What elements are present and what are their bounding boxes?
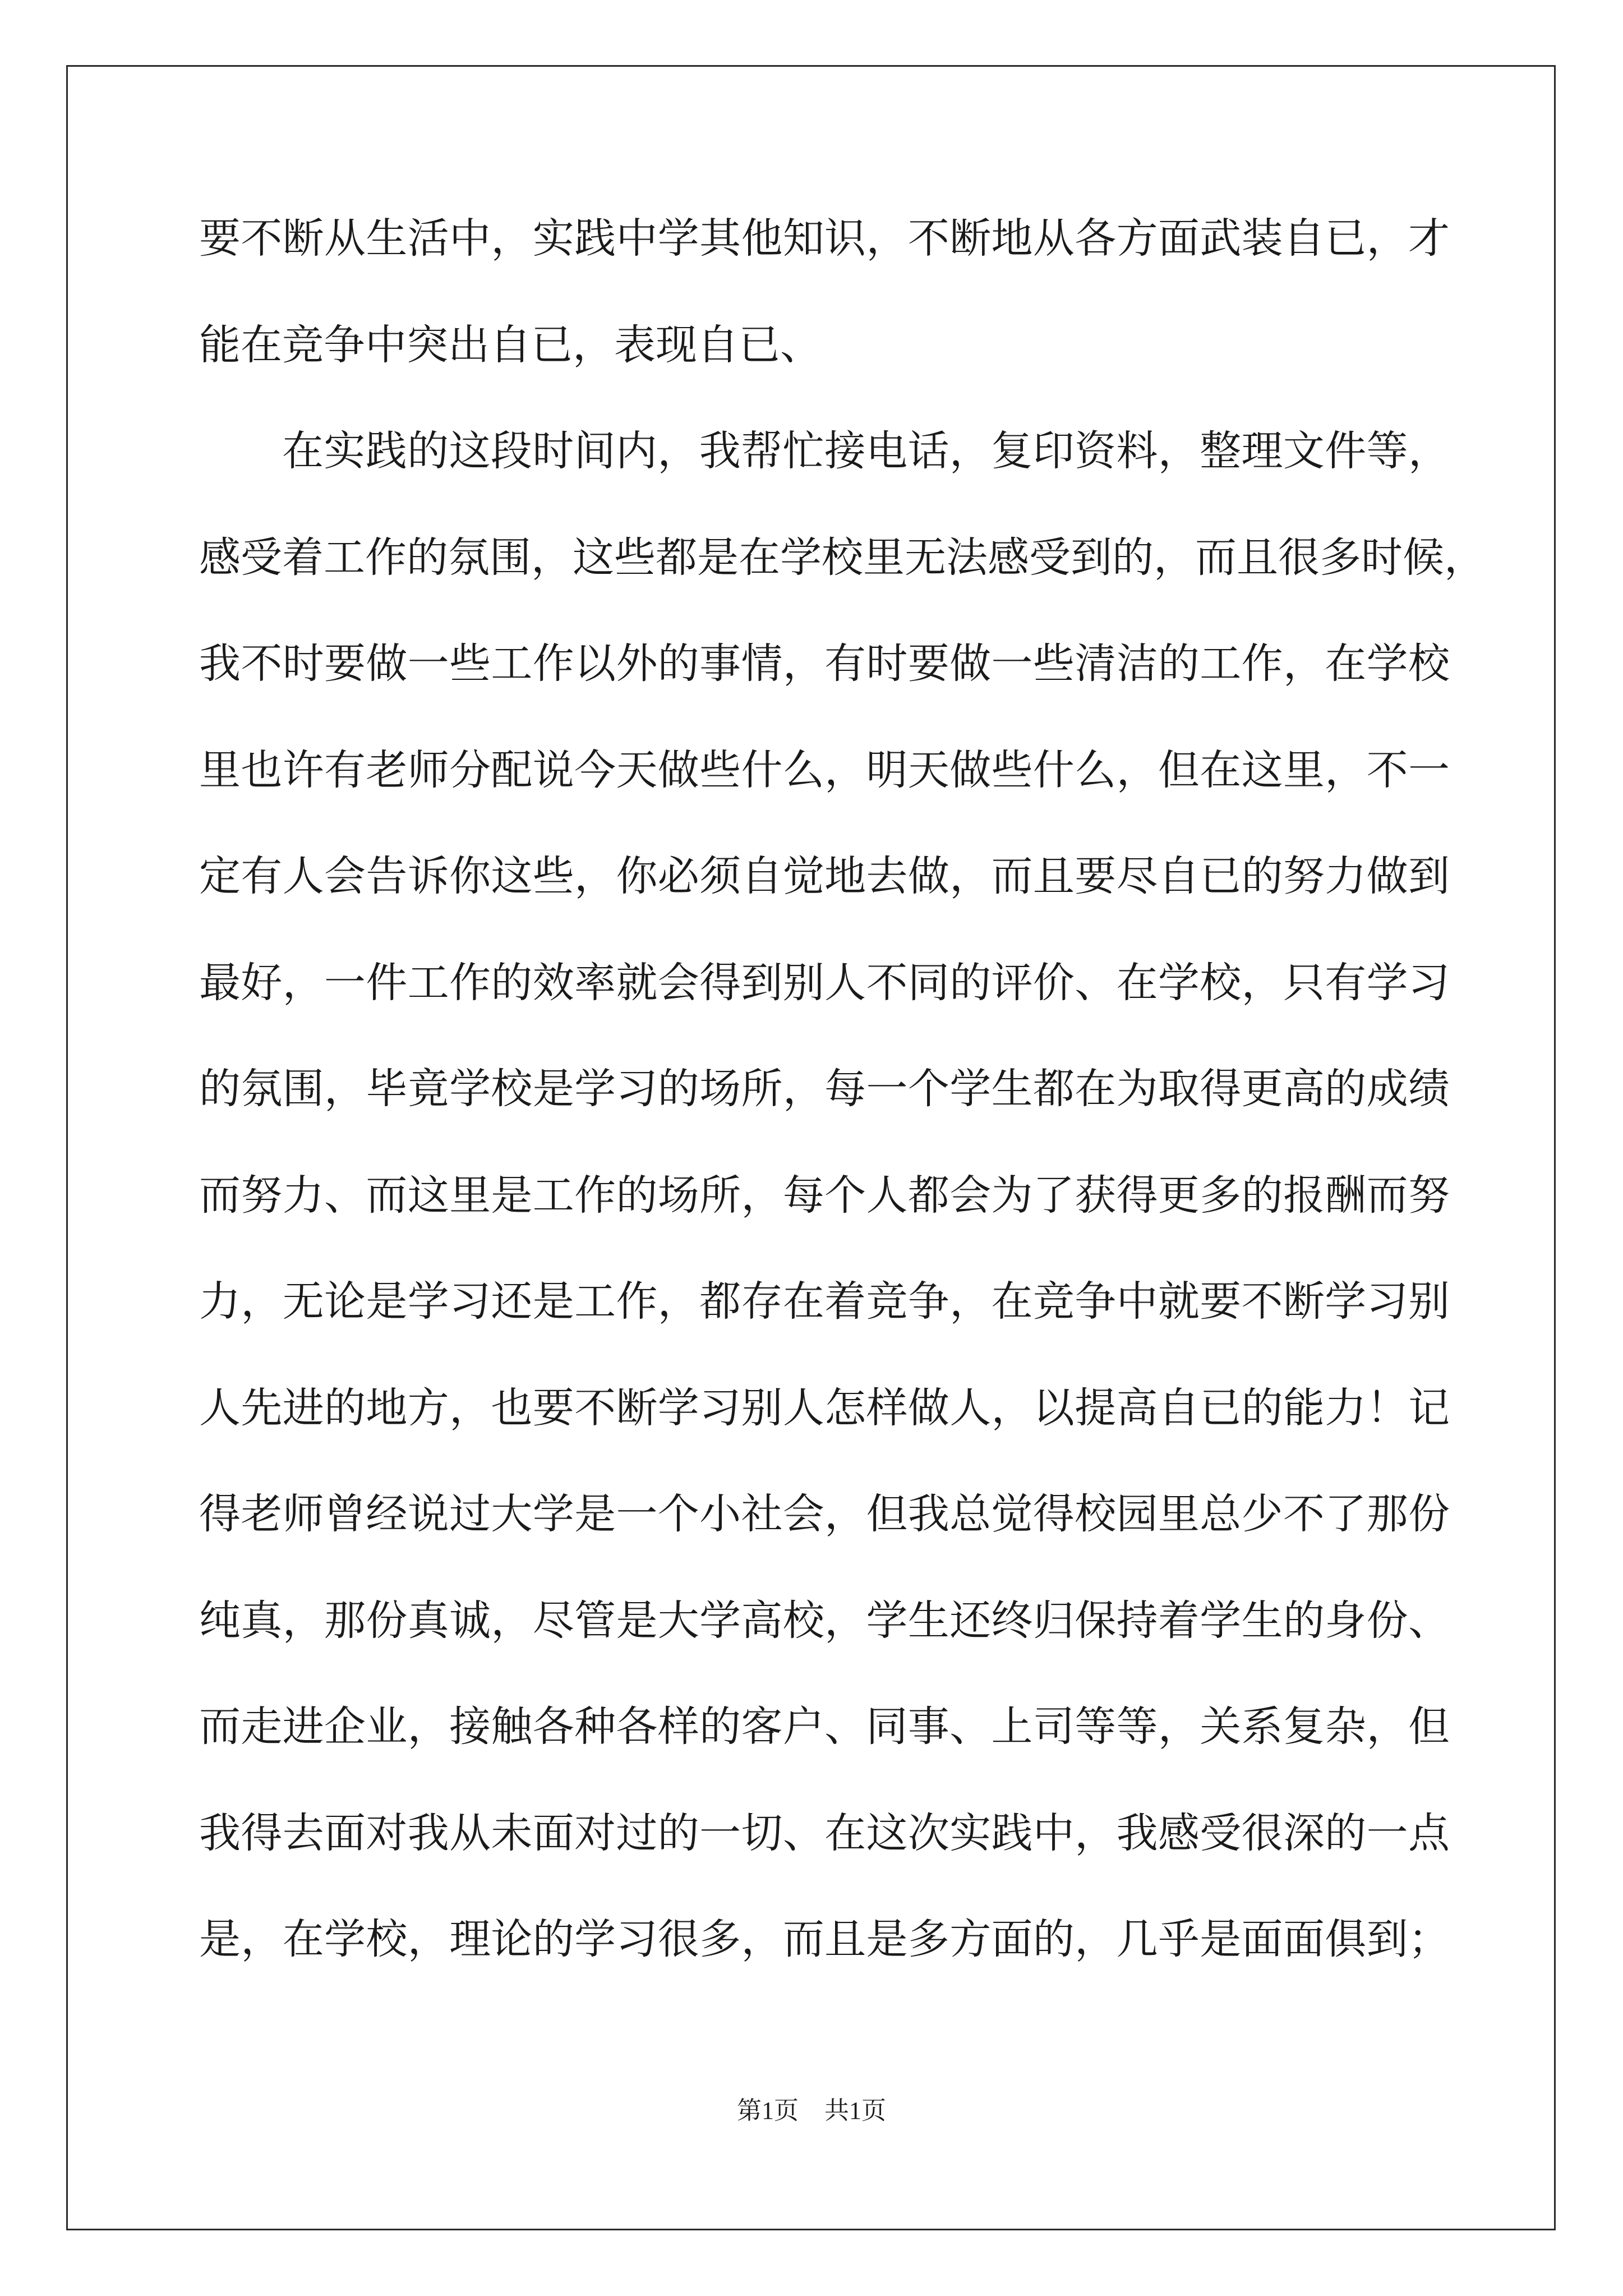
paragraph-2-line-12: 纯真，那份真诚，尽管是大学高校，学生还终归保持着学生的身份、 [199, 1596, 1450, 1645]
document-body [199, 210, 1486, 2018]
page-number-total: 共1页 [824, 2097, 886, 2124]
paragraph-2-line-3: 我不时要做一些工作以外的事情，有时要做一些清洁的工作，在学校 [199, 639, 1450, 688]
page-number-current: 第1页 [737, 2097, 799, 2124]
paragraph-2-line-6: 最好，一件工作的效率就会得到别人不同的评价、在学校，只有学习 [199, 958, 1450, 1007]
page-footer [0, 2090, 1623, 2126]
paragraph-2-line-9: 力，无论是学习还是工作，都存在着竞争，在竞争中就要不断学习别 [199, 1277, 1450, 1326]
paragraph-2-line-5: 定有人会告诉你这些，你必须自觉地去做，而且要尽自已的努力做到 [199, 852, 1450, 900]
paragraph-2-line-14: 我得去面对我从未面对过的一切、在这次实践中，我感受很深的一点 [199, 1809, 1450, 1857]
paragraph-2-line-1: 在实践的这段时间内，我帮忙接电话，复印资料，整理文件等， [282, 427, 1450, 475]
paragraph-2-line-13: 而走进企业，接触各种各样的客户、同事、上司等等，关系复杂，但 [199, 1703, 1450, 1751]
paragraph-2-line-4: 里也许有老师分配说今天做些什么，明天做些什么，但在这里，不一 [199, 746, 1450, 794]
paragraph-2-line-11: 得老师曾经说过大学是一个小社会，但我总觉得校园里总少不了那份 [199, 1490, 1450, 1538]
paragraph-2-line-15: 是，在学校，理论的学习很多，而且是多方面的，几乎是面面俱到； [199, 1915, 1450, 1963]
paragraph-1-line-1: 要不断从生活中，实践中学其他知识，不断地从各方面武装自已，才 [199, 214, 1450, 263]
paragraph-2-line-8: 而努力、而这里是工作的场所，每个人都会为了获得更多的报酬而努 [199, 1171, 1450, 1220]
paragraph-2-line-7: 的氛围，毕竟学校是学习的场所，每一个学生都在为取得更高的成绩 [199, 1065, 1450, 1113]
paragraph-1-line-2: 能在竞争中突出自已，表现自已、 [199, 320, 822, 369]
paragraph-2-line-2: 感受着工作的氛围，这些都是在学校里无法感受到的，而且很多时候， [199, 533, 1486, 582]
paragraph-2-line-10: 人先进的地方，也要不断学习别人怎样做人，以提高自已的能力！记 [199, 1383, 1450, 1432]
